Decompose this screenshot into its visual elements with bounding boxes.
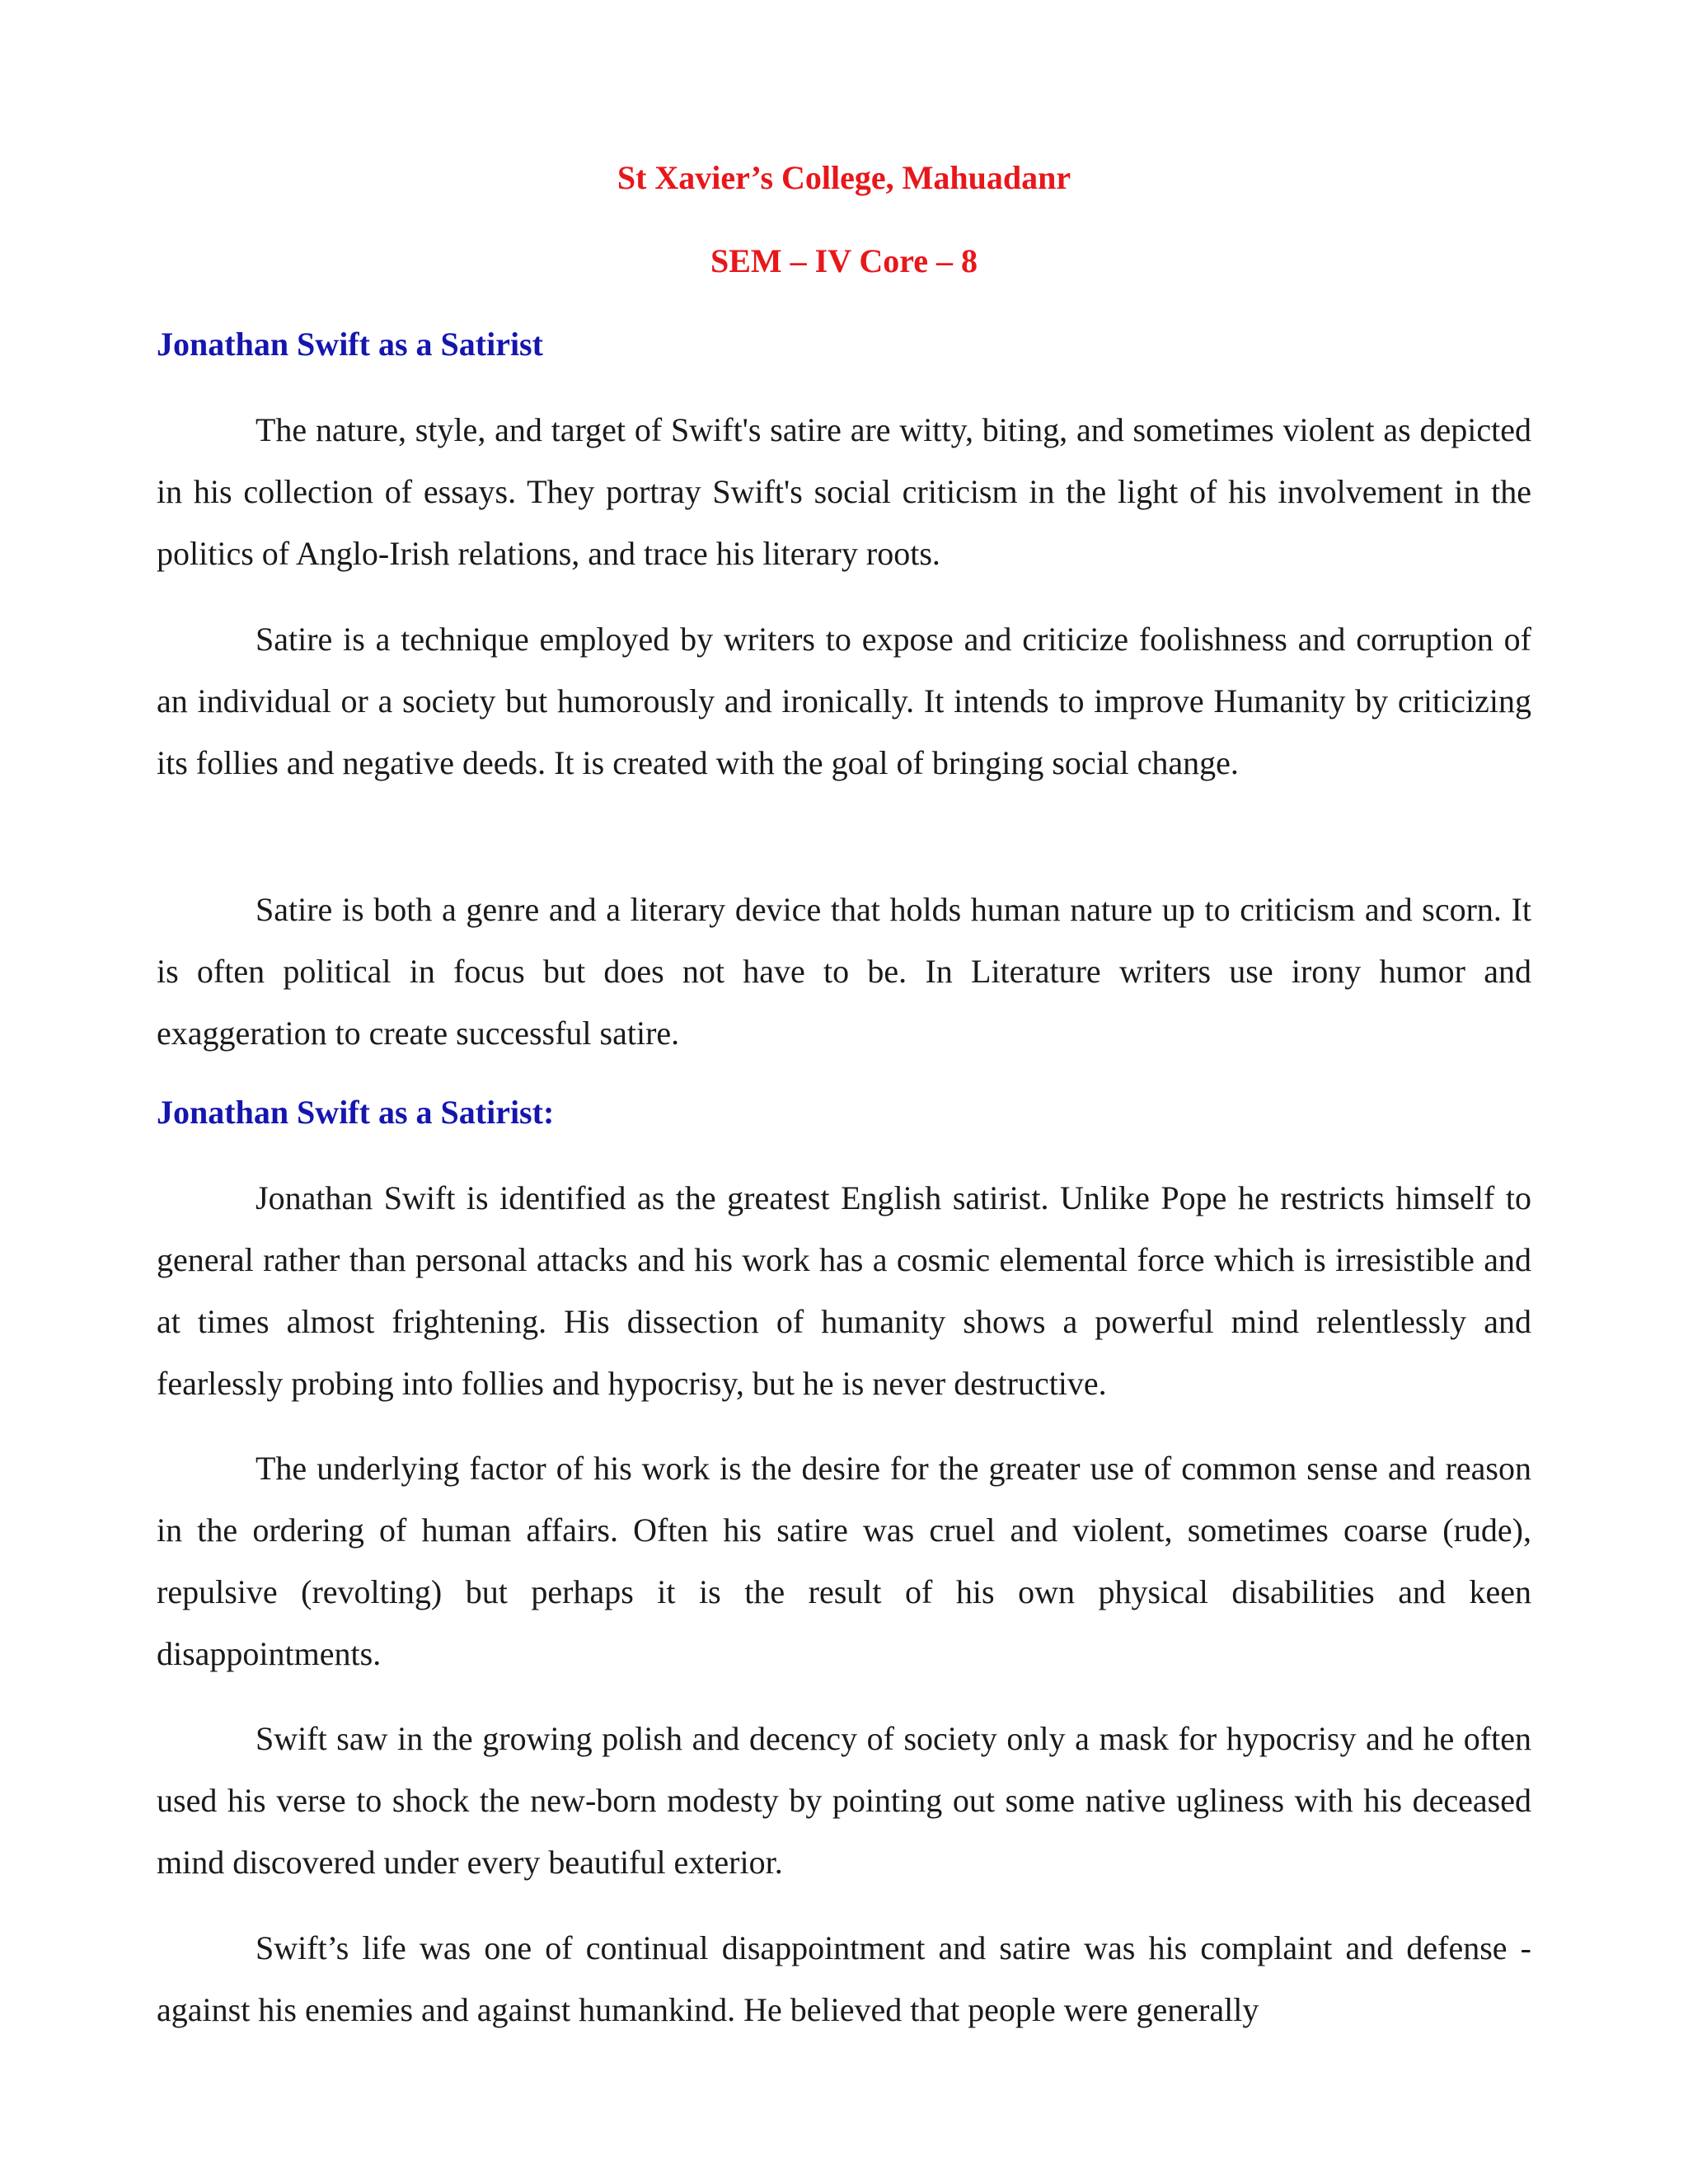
college-title: St Xavier’s College, Mahuadanr xyxy=(617,159,1071,196)
section-heading: Jonathan Swift as a Satirist xyxy=(157,326,543,363)
section-heading: Jonathan Swift as a Satirist: xyxy=(157,1094,555,1131)
paragraph: The nature, style, and target of Swift's satire are witty, biting, and sometimes violent as depicted in his collection of essays. They portray Swift's social criticism in the light of his involvement in the politics of Anglo-Irish relations, and trace his literary roots. xyxy=(157,411,1531,572)
paragraph: Satire is a technique employed by writers to expose and criticize foolishness and corruption of an individual or a society but humorously and ironically. It intends to improve Humanity by criticizing its follies and negative deeds. It is created with the goal of bringing social change. xyxy=(157,621,1531,781)
semester-title: SEM – IV Core – 8 xyxy=(710,242,978,279)
paragraph: Swift saw in the growing polish and decency of society only a mask for hypocrisy and he often used his verse to shock the new-born modesty by pointing out some native ugliness with his deceased mind discovered under every beautiful exterior. xyxy=(157,1720,1531,1881)
paragraph: Swift’s life was one of continual disappointment and satire was his complaint and defense - against his enemies and against humankind. He believed that people were generally xyxy=(157,1929,1531,2028)
paragraph: The underlying factor of his work is the desire for the greater use of common sense and reason in the ordering of human affairs. Often his satire was cruel and violent, sometimes coarse (rude), repulsive (revolting) but perhaps it is the result of his own physical disabilities and keen disappointments. xyxy=(157,1450,1531,1672)
paragraph: Satire is both a genre and a literary device that holds human nature up to criticism and scorn. It is often political in focus but does not have to be. In Literature writers use irony humor and exaggeration to create successful satire. xyxy=(157,891,1531,1052)
paragraph: Jonathan Swift is identified as the greatest English satirist. Unlike Pope he restricts himself to general rather than personal attacks and his work has a cosmic elemental force which is irresistible and at times almost frightening. His dissection of humanity shows a powerful mind relentlessly and fearlessly probing into follies and hypocrisy, but he is never destructive. xyxy=(157,1179,1531,1402)
